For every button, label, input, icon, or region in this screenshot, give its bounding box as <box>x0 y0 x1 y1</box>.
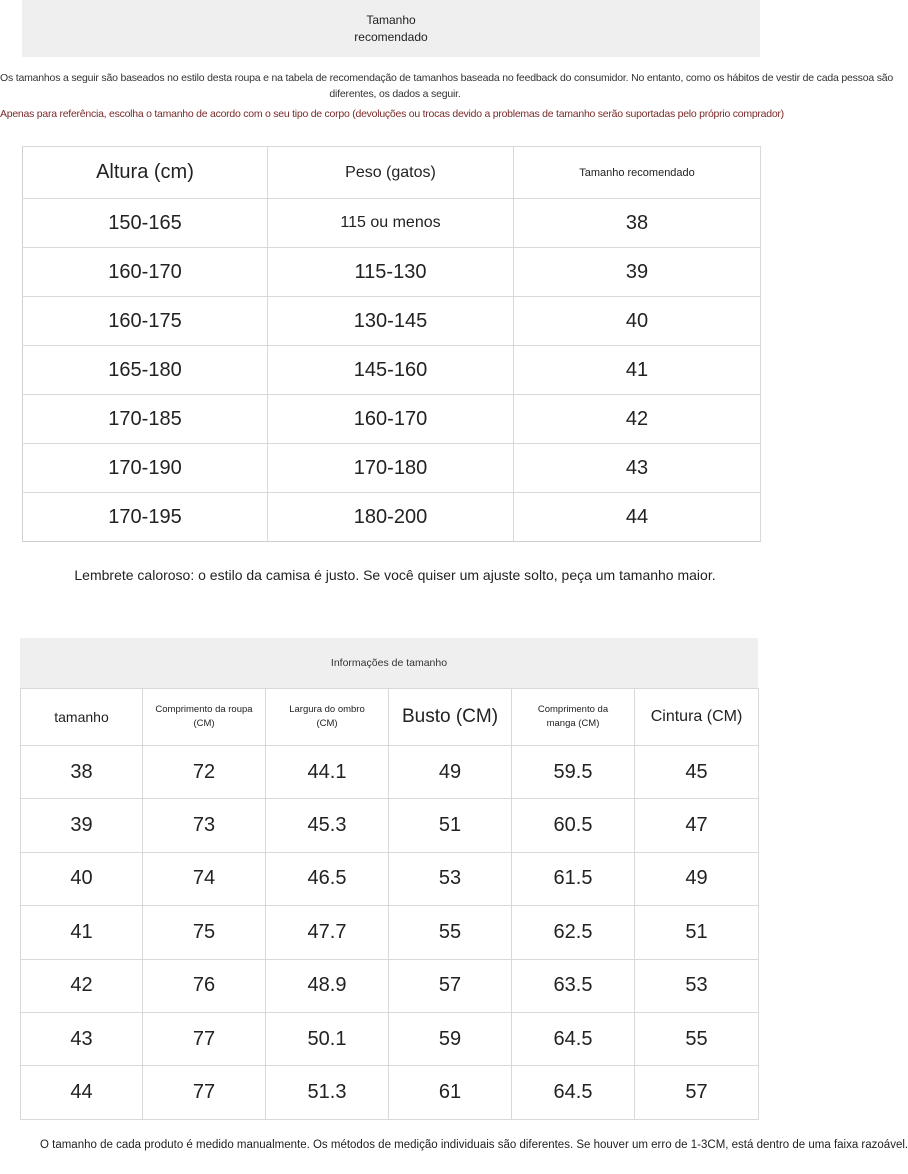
height-cell: 160-170 <box>23 248 268 297</box>
waist-cell: 55 <box>635 1012 759 1065</box>
sleeve-length-cell: 63.5 <box>512 959 635 1012</box>
bust-cell: 61 <box>389 1066 512 1119</box>
weight-cell: 180-200 <box>268 493 514 542</box>
table-row <box>23 297 761 346</box>
waist-cell: 45 <box>635 746 759 799</box>
col-garment-length-line2: (CM) <box>193 718 215 729</box>
size-cell: 43 <box>21 1012 143 1065</box>
sleeve-length-cell: 64.5 <box>512 1066 635 1119</box>
height-cell: 160-175 <box>23 297 268 346</box>
garment-length-cell: 77 <box>143 1012 266 1065</box>
waist-cell: 47 <box>635 799 759 852</box>
recommend-header-row <box>23 147 761 199</box>
size-cell: 43 <box>514 444 761 493</box>
waist-cell: 57 <box>635 1066 759 1119</box>
size-cell: 39 <box>21 799 143 852</box>
col-waist <box>635 689 759 746</box>
shoulder-width-cell: 51.3 <box>266 1066 389 1119</box>
garment-length-cell: 73 <box>143 799 266 852</box>
shoulder-width-cell: 46.5 <box>266 852 389 905</box>
size-cell: 38 <box>514 199 761 248</box>
size-cell: 38 <box>21 746 143 799</box>
col-shoulder-width-line2: (CM) <box>316 718 338 729</box>
sleeve-length-cell: 64.5 <box>512 1012 635 1065</box>
weight-cell: 115 ou menos <box>268 199 514 248</box>
table-row <box>23 444 761 493</box>
bust-cell: 55 <box>389 906 512 959</box>
size-info-header-row <box>21 689 759 746</box>
table-row <box>21 906 759 959</box>
size-cell: 42 <box>21 959 143 1012</box>
col-shoulder-width-line1: Largura do ombro <box>289 704 365 715</box>
footer-note: O tamanho de cada produto é medido manualmente. Os métodos de medição individuais são diferentes. Se houver um erro de 1-3CM, está dentro de uma faixa razoável. <box>40 1139 908 1151</box>
size-cell: 39 <box>514 248 761 297</box>
size-info-table <box>20 688 759 1120</box>
table-row <box>23 346 761 395</box>
sleeve-length-cell: 60.5 <box>512 799 635 852</box>
garment-length-cell: 76 <box>143 959 266 1012</box>
col-recommended-size: Tamanho recomendado <box>514 147 761 199</box>
table-row <box>21 1012 759 1065</box>
garment-length-cell: 75 <box>143 906 266 959</box>
table-row <box>21 1066 759 1119</box>
reminder-text: Lembrete caloroso: o estilo da camisa é justo. Se você quiser um ajuste solto, peça um tamanho maior. <box>74 567 716 583</box>
recommend-note-line2: diferentes, os dados a seguir. <box>329 88 461 100</box>
shoulder-width-cell: 48.9 <box>266 959 389 1012</box>
table-row <box>21 959 759 1012</box>
col-garment-length-line1: Comprimento da roupa <box>155 704 253 715</box>
table-row <box>23 248 761 297</box>
col-sleeve-length-line2: manga (CM) <box>546 718 600 729</box>
weight-cell: 160-170 <box>268 395 514 444</box>
size-info-header: Informações de tamanho <box>20 638 758 688</box>
height-cell: 165-180 <box>23 346 268 395</box>
sleeve-length-cell: 59.5 <box>512 746 635 799</box>
garment-length-cell: 74 <box>143 852 266 905</box>
col-waist-line1: Cintura (CM) <box>650 708 743 725</box>
recommend-title <box>331 12 451 46</box>
recommend-note <box>0 70 894 102</box>
col-bust-line1: Busto (CM) <box>401 706 499 727</box>
weight-cell: 130-145 <box>268 297 514 346</box>
table-row <box>21 852 759 905</box>
height-cell: 170-185 <box>23 395 268 444</box>
reference-note: Apenas para referência, escolha o tamanho de acordo com o seu tipo de corpo (devoluções ou trocas devido a problemas de tamanho serão suportadas pelo próprio comprador) <box>0 108 784 120</box>
col-weight: Peso (gatos) <box>268 147 514 199</box>
size-cell: 40 <box>21 852 143 905</box>
col-size <box>21 689 143 746</box>
height-cell: 170-195 <box>23 493 268 542</box>
weight-cell: 145-160 <box>268 346 514 395</box>
recommend-table <box>22 146 761 542</box>
col-shoulder-width <box>266 689 389 746</box>
bust-cell: 59 <box>389 1012 512 1065</box>
shoulder-width-cell: 44.1 <box>266 746 389 799</box>
shoulder-width-cell: 50.1 <box>266 1012 389 1065</box>
weight-cell: 115-130 <box>268 248 514 297</box>
col-sleeve-length-line1: Comprimento da <box>537 704 609 715</box>
col-sleeve-length <box>512 689 635 746</box>
size-cell: 42 <box>514 395 761 444</box>
size-cell: 44 <box>514 493 761 542</box>
bust-cell: 53 <box>389 852 512 905</box>
bust-cell: 51 <box>389 799 512 852</box>
size-cell: 44 <box>21 1066 143 1119</box>
bust-cell: 57 <box>389 959 512 1012</box>
weight-cell: 170-180 <box>268 444 514 493</box>
garment-length-cell: 77 <box>143 1066 266 1119</box>
size-cell: 41 <box>514 346 761 395</box>
waist-cell: 53 <box>635 959 759 1012</box>
table-row <box>23 395 761 444</box>
recommend-note-line1: Os tamanhos a seguir são baseados no estilo desta roupa e na tabela de recomendação de tamanhos baseada no feedback do consumidor. No entanto, como os hábitos de vestir de cada pessoa são <box>0 72 894 84</box>
waist-cell: 49 <box>635 852 759 905</box>
recommend-title-line2: recomendado <box>354 29 428 44</box>
size-cell: 41 <box>21 906 143 959</box>
height-cell: 170-190 <box>23 444 268 493</box>
table-row <box>23 493 761 542</box>
col-height: Altura (cm) <box>23 147 268 199</box>
garment-length-cell: 72 <box>143 746 266 799</box>
col-bust <box>389 689 512 746</box>
waist-cell: 51 <box>635 906 759 959</box>
col-size-line1: tamanho <box>54 709 109 725</box>
table-row <box>21 746 759 799</box>
height-cell: 150-165 <box>23 199 268 248</box>
size-cell: 40 <box>514 297 761 346</box>
sleeve-length-cell: 62.5 <box>512 906 635 959</box>
table-row <box>21 799 759 852</box>
recommend-header <box>22 0 760 57</box>
shoulder-width-cell: 45.3 <box>266 799 389 852</box>
recommend-title-line1: Tamanho <box>366 12 416 27</box>
shoulder-width-cell: 47.7 <box>266 906 389 959</box>
table-row <box>23 199 761 248</box>
bust-cell: 49 <box>389 746 512 799</box>
col-garment-length <box>143 689 266 746</box>
sleeve-length-cell: 61.5 <box>512 852 635 905</box>
